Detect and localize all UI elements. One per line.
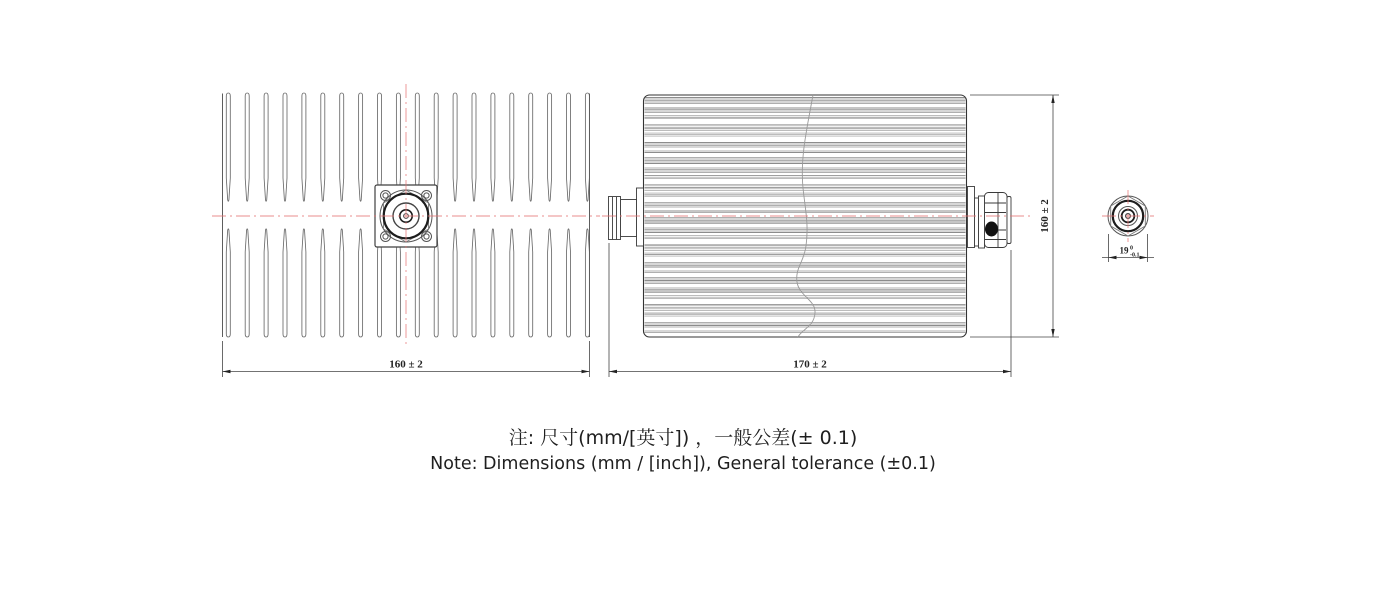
dim-connector-tol-lower: -0.1 — [1130, 252, 1140, 259]
drawing-notes — [0, 426, 1366, 476]
dim-front-width: 160 ± 2 — [389, 358, 423, 371]
dim-connector-diameter: 19 — [1119, 245, 1129, 256]
dim-connector-tol-upper: 0 — [1130, 245, 1133, 252]
din-connector-right — [968, 187, 1012, 249]
n-connector-left — [609, 188, 644, 246]
note-line-cn: 注: 尺寸(mm/[英寸]) ，一般公差(± 0.1) — [508, 427, 858, 449]
dim-side-length: 170 ± 2 — [793, 358, 827, 371]
connector-hole — [985, 222, 998, 237]
dim-side-height: 160 ± 2 — [1039, 199, 1051, 233]
note-line-en: Note: Dimensions (mm / [inch]), General tolerance (±0.1) — [430, 454, 936, 474]
